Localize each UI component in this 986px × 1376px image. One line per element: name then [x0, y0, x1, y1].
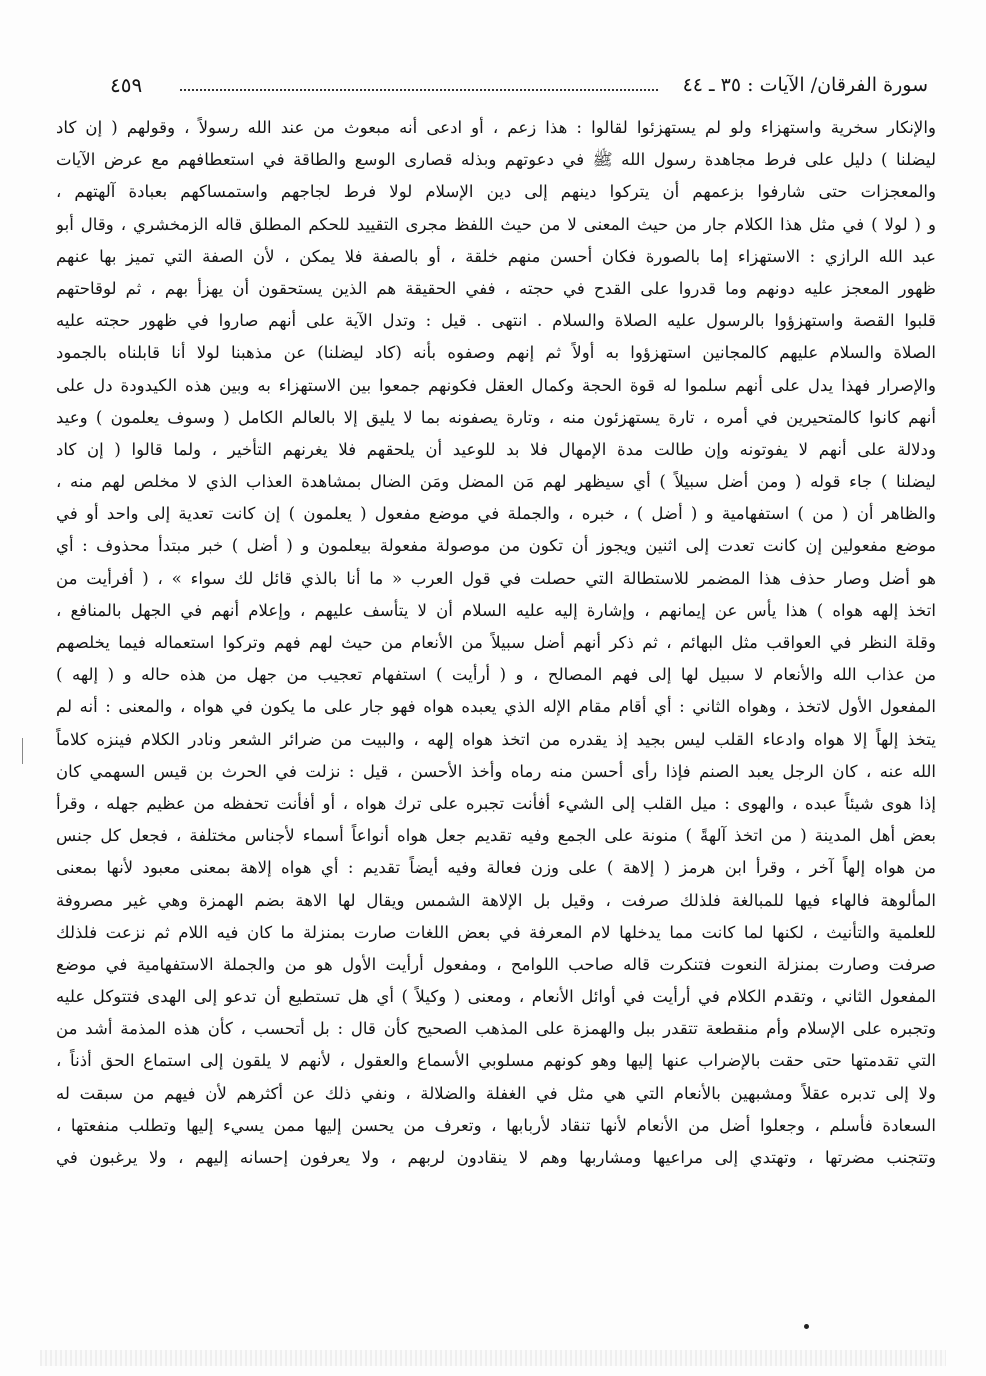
text-line: ولا إلى تدبره عقلاً ومشبهين بالأنعام التي هي مثل في الغفلة والضلالة ، ونفي ذلك عن أكثرهم لأن فيهم من سبقت له: [56, 1083, 936, 1103]
text-line: والظاهر أن ( من ) استفهامية و ( أضل ) ، خبره ، والجملة في موضع مفعول ( يعلمون ) إن كانت تعدية إلى واحد أو في: [56, 504, 936, 524]
bottom-dot-mark: [804, 1324, 809, 1329]
text-line: التي تقدمتها حتى حقت بالإضراب عنها إليها وهو كونهم مسلوبي الأسماع والعقول ، لأنهم لا يلقون إلى استماع الحق أذناً ،: [56, 1051, 936, 1071]
text-line: ليضلنا ) دليل على فرط مجاهدة رسول الله ﷺ في دعوتهم وبذله قصارى الوسع والطاقة في استعطافهم مع عرض الآيات: [56, 150, 936, 170]
text-line: أنهم كانوا كالمتحيرين في أمره ، تارة يستهزئون منه ، وتارة يصفونه بما لا يليق إلا بالعالم الكامل ( وسوف يعلمون ) وعيد: [56, 407, 936, 427]
running-header: [110, 68, 928, 102]
text-line: ودلالة على أنهم لا يفوتونه وإن طالت مدة الإمهال فلا بد للوعيد أن يلحقهم فلا يغرنهم التأخير ، ولما قالوا ( إن كاد: [56, 439, 936, 459]
text-line: والإنكار سخرية واستهزاء ولو لم يستهزئوا لقالوا : هذا زعم ، أو ادعى أنه مبعوث من عند الله رسولاً ، وقولهم ( إن كاد: [56, 118, 936, 137]
commentary-body: [56, 112, 936, 1174]
text-line: السعادة فأسلم ، وجعلوا أضل من الأنعام لأنها تنقاد لأربابها ، وتعرف من يحسن إليها ممن يسيء إليها وتطلب منفعتها ،: [56, 1115, 936, 1135]
text-line: والإصرار فهذا يدل على أنهم سلموا له قوة الحجة وكمال العقل فكونهم جمعوا بين الاستهزاء به وبين هذه الكيدودة دل على: [56, 375, 936, 395]
text-line: صرفت وصارت بمنزلة النعوت فتنكرت قاله صاحب اللوامح ، ومفعول أرأيت الأول هو من والجملة الاستفهامية في موضع: [56, 954, 936, 974]
margin-scan-mark: [22, 738, 23, 764]
surah-title: سورة الفرقان/ الآيات : ٣٥ ـ ٤٤: [675, 68, 928, 102]
text-line: ليضلنا ) جاء قوله ( ومن أضل سبيلاً ) أي سيظهر لهم مَن المضل ومَن الضال بمشاهدة العذاب الذي لا مخلص لهم منه ،: [56, 472, 936, 492]
text-line: والمعجزات حتى شارفوا بزعمهم أن يتركوا دينهم إلى دين الإسلام لولا فرط لجاجهم واستمساكهم بعبادة آلهتهم ،: [56, 182, 936, 202]
text-line: المألوهة فالهاء فيها للمبالغة فلذلك صرفت ، وقيل بل الإلاهة الشمس ويقال لها الاهة بضم الهمزة وهي غير مصروفة: [56, 890, 936, 910]
text-line: يتخذ إلهاً إلا هواه وادعاء القلب ليس بجيد إذ يقدره من اتخذ هواه إلهه ، والبيت من ضرائر الشعر ونادر الكلام فينزه كلاماً: [56, 729, 936, 749]
text-line: من هواه إلهاً آخر ، وقرأ ابن هرمز ( إلاهة ) على وزن فعالة وفيه أيضاً تقديم : أي هواه إلاهة بمعنى معبود لأنها بمعنى: [56, 858, 936, 878]
text-line: ظهور المعجز عليه دونهم وما قدروا على القدح في حجته ، ففي الحقيقة هم الذين يستحقون أن يهزأ بهم ، ثم لوقاحتهم: [56, 278, 936, 298]
text-line: بعض أهل المدينة ( من اتخذ آلهةً ) منونة على الجمع وفيه تقديم جعل هواه أنواعاً أسماء لأجناس مختلفة ، فجعل كل جنس: [56, 826, 936, 846]
text-line: وتتجنب مضرتها ، وتهتدي إلى مراعيها ومشاربها وهم لا ينقادون لربهم ، ولا يعرفون إحسانه إليهم ، ولا يرغبون في: [56, 1148, 936, 1167]
text-line: الله عنه ، كان الرجل يعبد الصنم فإذا رأى أحسن منه رماه وأخذ الأحسن ، قيل : نزلت في الحرث بن قيس السهمي كان: [56, 761, 936, 781]
text-line: للعلمية والتأنيث ، لكنها لما كانت مما يدخلها لام المعرفة في بعض اللغات صارت بمنزلة ما كان فيه اللام ثم نزعت فلذلك: [56, 922, 936, 942]
scan-edge-noise: [40, 1350, 946, 1366]
header-dotted-leader: [180, 89, 658, 91]
text-line: وتجبره على الإسلام وأم منقطعة تتقدر ببل والهمزة على المذهب الصحيح كأن قال : بل أتحسب ، كأن هذه المذمة أشد من: [56, 1019, 936, 1039]
text-line: إذا هوى شيئاً عبده ، والهوى : ميل القلب إلى الشيء أفأنت تجبره على ترك هواه ، أو أفأنت تحفظه من عظيم جهله ، وقرأ: [56, 793, 936, 813]
text-line: و ( لولا ) في مثل هذا الكلام جار من حيث المعنى لا من حيث اللفظ مجرى التقييد للحكم المطلق قاله الزمخشري ، وقال أبو: [56, 214, 936, 234]
text-line: اتخذ إلهه هواه ) هذا يأس عن إيمانهم ، وإشارة إليه عليه السلام أن لا يتأسف عليهم ، وإعلام أنهم في الجهل بالمنافع ،: [56, 600, 936, 620]
text-line: هو أضل وصار حذف هذا المضمر للاستطالة التي حصلت في قول العرب « ما أنا بالذي قائل لك سواء » ، ( أفرأيت من: [56, 568, 936, 588]
text-line: من عذاب الله والأنعام لا سبيل لها إلى فهم المصالح ، و ( أرأيت ) استفهام تعجيب من جهل من هذه حاله و ( إلهه ): [56, 665, 936, 685]
text-line: عبد الله الرازي : الاستهزاء إما بالصورة فكان أحسن منهم خلقة ، أو بالصفة فلا يمكن ، لأن الصفة التي تميز بها عنهم: [56, 246, 936, 266]
text-line: الصلاة والسلام عليهم كالمجانين استهزؤوا به أولاً ثم إنهم وصفوه بأنه (كاد ليضلنا) عن مذهبنا لولا أنا قابلناه بالجمود: [56, 343, 936, 363]
page-number: ٤٥٩: [110, 68, 150, 102]
text-line: موضع مفعولين إن كانت تعدت إلى اثنين ويجوز أن تكون من موصولة مفعولة بيعلمون و ( أضل ) خبر مبتدأ محذوف : أي: [56, 536, 936, 556]
text-line: المفعول الثاني ، وتقدم الكلام في أرأيت في أوائل الأنعام ، ومعنى ( وكيلاً ) أي هل تستطيع أن تدعو إلى الهدى فتتوكل عليه: [56, 987, 936, 1007]
text-line: قلبوا القصة واستهزؤوا بالرسول عليه الصلاة والسلام . انتهى . قيل : وتدل الآية على أنهم صاروا في ظهور حجته عليه: [56, 311, 936, 331]
text-line: وقلة النظر في العواقب مثل البهائم ، ثم ذكر أنهم أضل سبيلاً من الأنعام من حيث لهم فهم وتركوا استعماله فيما يخلصهم: [56, 633, 936, 652]
text-line: المفعول الأول لاتخذ ، وهواه الثاني : أي أقام مقام الإله الذي يعبده هواه فهو جار على ما يكون في هواه ، والمعنى : أنه لم: [56, 697, 936, 717]
